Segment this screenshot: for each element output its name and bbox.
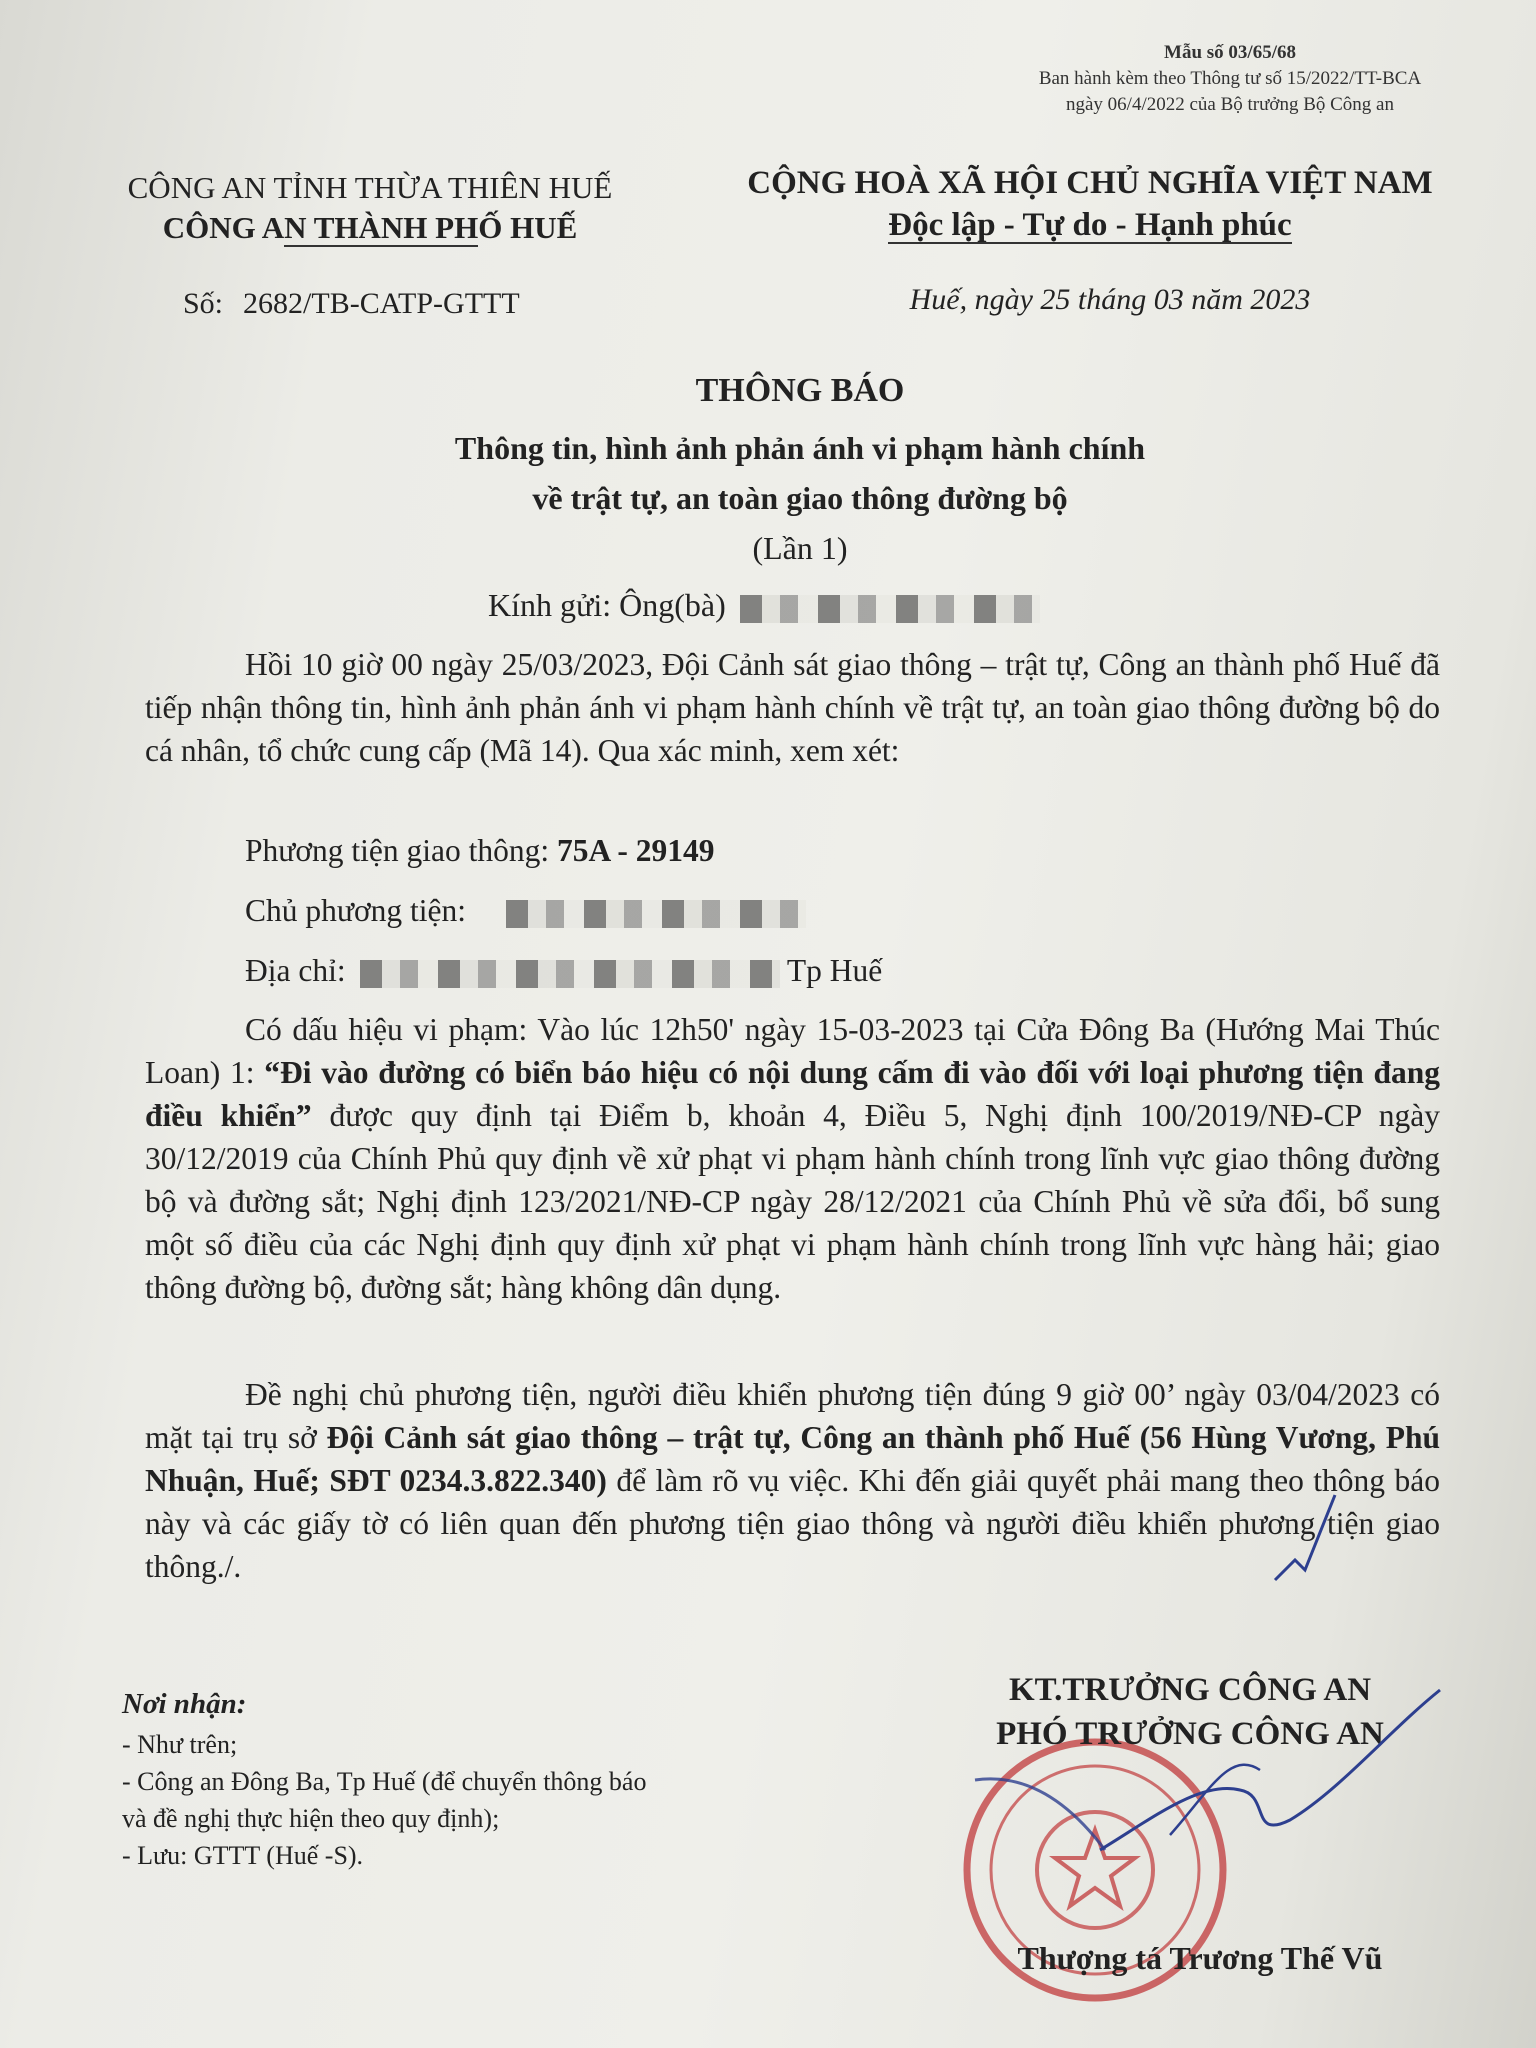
form-number-block	[1030, 40, 1430, 118]
vehicle-field	[245, 833, 714, 869]
violation-text	[145, 1008, 1440, 1309]
agency-name-part: CÔNG A	[162, 210, 285, 245]
attempt-number: (Lần 1)	[752, 530, 848, 566]
recipients-heading: Nơi nhận:	[122, 1688, 247, 1720]
recipients-block	[122, 1682, 842, 1874]
subtitle-line: Thông tin, hình ảnh phản ánh vi phạm hành chính	[454, 430, 1146, 466]
owner-field	[245, 893, 806, 929]
request-instructions: để làm rõ vụ việc. Khi đến giải quyết phải mang theo thông báo này và các giấy tờ có liên quan đến phương tiện giao thông và người điều khiển phương tiện giao thông./.	[145, 1463, 1440, 1584]
address-city: Tp Huế	[786, 953, 883, 988]
request-intro: Đề nghị chủ phương tiện, người điều khiển phương tiện đúng 9 giờ 00’ ngày 03/04/2023 có mặt tại trụ sở	[145, 1377, 1440, 1455]
owner-label: Chủ phương tiện:	[245, 893, 466, 928]
signer-name: Thượng tá Trương Thế Vũ	[1017, 1940, 1383, 1976]
form-date-line: ngày 06/4/2022 của Bộ trưởng Bộ Công an	[1065, 94, 1394, 115]
violation-intro: Có dấu hiệu vi phạm: Vào lúc 12h50' ngày 15-03-2023 tại Cửa Đông Ba (Hướng Mai Thúc Loan) 1:	[145, 1012, 1440, 1090]
doc-number-label: Số:	[183, 287, 224, 320]
document-number	[183, 287, 520, 321]
violation-description: “Đi vào đường có biển báo hiệu có nội dung cấm đi vào đối với loại phương tiện đang điều khiển”	[145, 1055, 1441, 1133]
vehicle-plate: 75A - 29149	[556, 833, 715, 868]
recipient-item: - Công an Đông Ba, Tp Huế (để chuyển thông báo	[122, 1767, 647, 1796]
paragraph-violation	[145, 1008, 1440, 1309]
agency-name	[70, 208, 670, 248]
redacted-recipient	[740, 595, 1040, 623]
address-field	[245, 953, 882, 989]
national-header	[700, 162, 1480, 246]
doc-number-value: 2682/TB-CATP-GTTT	[243, 287, 520, 320]
document-title: THÔNG BÁO	[695, 372, 905, 409]
intro-text: Hồi 10 giờ 00 ngày 25/03/2023, Đội Cảnh sát giao thông – trật tự, Công an thành phố Huế đã tiếp nhận thông tin, hình ảnh phản ánh vi phạm hành chính về trật tự, an toàn giao thông đường bộ do cá nhân, tổ chức cung cấp (Mã 14). Qua xác minh, xem xét:	[145, 647, 1440, 768]
subtitle-line: về trật tự, an toàn giao thông đường bộ	[532, 480, 1068, 516]
redacted-address	[360, 960, 780, 988]
document-subtitle	[200, 423, 1400, 523]
request-location: Đội Cảnh sát giao thông – trật tự, Công an thành phố Huế (56 Hùng Vương, Phú Nhuận, Huế; SĐT 0234.3.822.340)	[145, 1420, 1441, 1498]
redacted-owner	[506, 900, 806, 928]
address-label: Địa chỉ:	[245, 953, 346, 988]
signature-line: KT.TRƯỞNG CÔNG AN	[1008, 1672, 1372, 1708]
national-title: CỘNG HOÀ XÃ HỘI CHỦ NGHĨA VIỆT NAM	[747, 165, 1433, 201]
recipient-item: - Lưu: GTTT (Huế -S).	[122, 1841, 364, 1870]
issuing-agency	[70, 168, 670, 248]
request-text	[145, 1373, 1440, 1588]
agency-name-part: Ố HUẾ	[478, 210, 578, 245]
agency-name-underlined: N THÀNH PH	[284, 210, 479, 245]
recipient-item: và đề nghị thực hiện theo quy định);	[122, 1804, 500, 1833]
agency-parent: CÔNG AN TỈNH THỪA THIÊN HUẾ	[127, 170, 613, 205]
motto-text: Độc lập - Tự do - Hạnh phúc	[888, 207, 1292, 243]
form-issued-line: Ban hành kèm theo Thông tư số 15/2022/TT-BCA	[1038, 68, 1422, 89]
national-motto	[700, 204, 1480, 246]
document-date: Huế, ngày 25 tháng 03 năm 2023	[909, 283, 1311, 316]
signature-line: PHÓ TRƯỞNG CÔNG AN	[996, 1716, 1384, 1752]
handwritten-signature	[1090, 1670, 1450, 1870]
paragraph-request	[145, 1373, 1440, 1588]
form-code: Mẫu số 03/65/68	[1164, 42, 1296, 63]
vehicle-label: Phương tiện giao thông:	[245, 833, 550, 868]
salutation	[488, 587, 1040, 624]
violation-legal-basis: được quy định tại Điểm b, khoản 4, Điều 5, Nghị định 100/2019/NĐ-CP ngày 30/12/2019 của Chính Phủ quy định về xử phạt vi phạm hành chính trong lĩnh vực giao thông đường bộ và đường sắt; Nghị định 123/2021/NĐ-CP ngày 28/12/2021 của Chính Phủ về sửa đổi, bổ sung một số điều của các Nghị định quy định xử phạt vi phạm hành chính trong lĩnh vực hàng hải; giao thông đường bộ, đường sắt; hàng không dân dụng.	[145, 1098, 1441, 1305]
paragraph-intro	[145, 643, 1440, 772]
initial-mark	[1270, 1490, 1340, 1590]
recipient-item: - Như trên;	[122, 1730, 238, 1759]
salutation-text: Kính gửi: Ông(bà)	[488, 587, 726, 623]
